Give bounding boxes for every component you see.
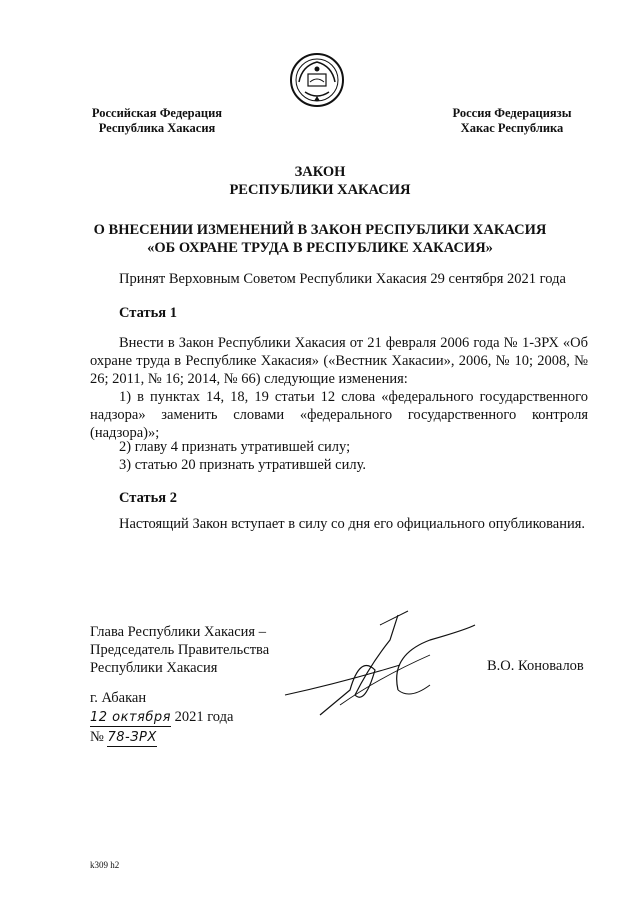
date-year: 2021 года [174,709,234,725]
article-1-item-3: 3) статью 20 признать утратившей силу. [119,457,366,473]
article-2-text: Настоящий Закон вступает в силу со дня его официального опубликования. [119,516,586,532]
signatory-title-line3: Республики Хакасия [90,660,218,676]
header-right-line2: Хакас Республика [460,121,564,135]
article-1-heading: Статья 1 [119,305,177,321]
article-1-intro [90,334,588,388]
law-title: ЗАКОН [294,164,346,180]
signatory-title [90,623,269,677]
law-number [90,729,157,747]
article-2-heading: Статья 2 [119,490,177,506]
header-right [432,106,592,136]
signatory-title-line1: Глава Республики Хакасия – [90,624,266,640]
signing-date [90,709,233,727]
article-1-item-1-text: 1) в пунктах 14, 18, 19 статьи 12 слова «федерального государственного надзора» заменить словами «федерального государственного контроля (надзора)»; [90,389,588,441]
place-of-signing: г. Абакан [90,690,147,706]
header-left-line1: Российская Федерация [91,106,223,120]
law-subtitle-line1: О ВНЕСЕНИИ ИЗМЕНЕНИЙ В ЗАКОН РЕСПУБЛИКИ ХАКАСИЯ [93,222,547,238]
handwritten-law-number: 78-ЗРХ [107,730,157,745]
law-subtitle-line2: «ОБ ОХРАНЕ ТРУДА В РЕСПУБЛИКЕ ХАКАСИЯ» [147,240,493,256]
footer-code: k309 h2 [90,860,120,870]
article-1-item-1 [90,388,588,442]
handwritten-signature-icon [280,595,500,725]
signatory-name: В.О. Коновалов [487,658,584,674]
law-title-region: РЕСПУБЛИКИ ХАКАСИЯ [229,182,411,198]
number-prefix: № [90,729,104,745]
signatory-title-line2: Председатель Правительства [90,642,270,658]
header-left [82,106,232,136]
header-right-line1: Россия Федерациязы [452,106,572,120]
coat-of-arms-icon [287,52,347,108]
article-1-item-2: 2) главу 4 признать утратившей силу; [119,439,351,455]
handwritten-date: 12 октября [90,710,171,725]
article-1-intro-text: Внести в Закон Республики Хакасия от 21 февраля 2006 года № 1-ЗРХ «Об охране труда в Республике Хакасия» («Вестник Хакасии», 2006, № 10; 2008, № 26; 2011, № 16; 2014, № 66) следующие изменения: [90,335,588,387]
adoption-note: Принят Верховным Советом Республики Хакасия 29 сентября 2021 года [119,271,566,287]
header-left-line2: Республика Хакасия [98,121,216,135]
